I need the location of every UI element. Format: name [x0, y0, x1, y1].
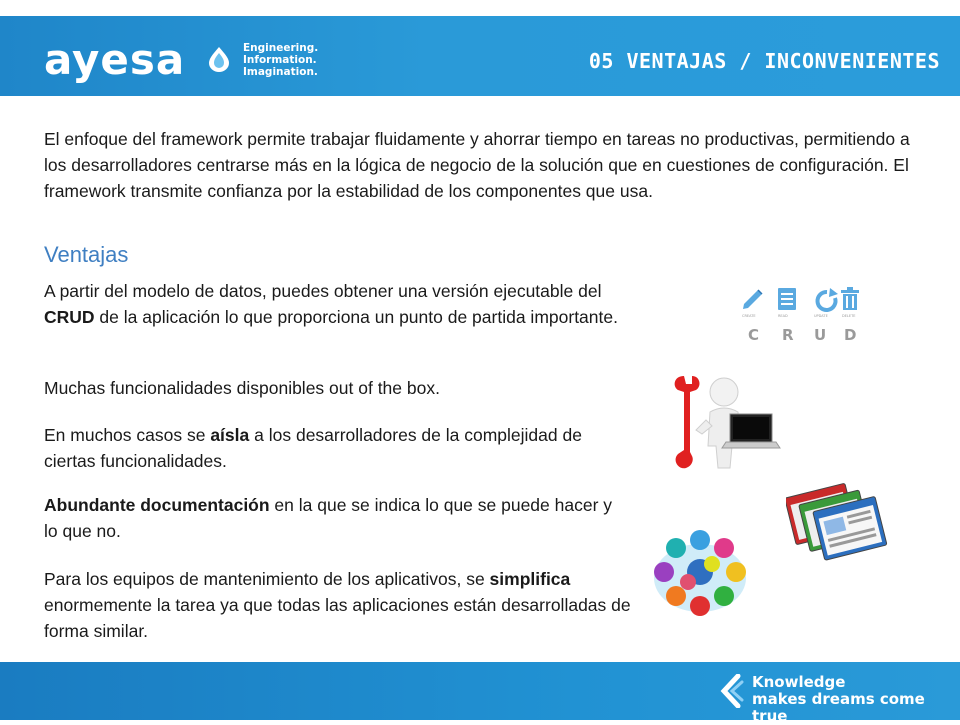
create-icon [743, 290, 762, 309]
ayesa-logo: ayesa [44, 35, 186, 84]
bold-text: simplifica [489, 569, 571, 589]
text: Para los equipos de mantenimiento de los aplicativos, se [44, 569, 490, 589]
logo-tagline [243, 42, 318, 78]
text: en la que se indica lo que se puede hacer y lo que no. [44, 495, 613, 541]
footer-knowledge-icon [718, 674, 744, 708]
people-circle-illustration [646, 518, 754, 622]
ventajas-heading: Ventajas [44, 242, 129, 267]
ventaja-crud [44, 278, 624, 330]
bold-text: Abundante documentación [44, 495, 270, 515]
ventaja-out-of-box: Muchas funcionalidades disponibles out of the box. [44, 378, 440, 398]
text: de la aplicación lo que proporciona un punto de partida importante. [94, 307, 618, 327]
section-title: 05 VENTAJAS / INCONVENIENTES [588, 49, 940, 73]
header-bar [0, 16, 960, 96]
windows-illustration [786, 478, 890, 566]
text: En muchos casos se [44, 425, 211, 445]
footer-line: makes dreams come true [752, 690, 925, 725]
text: enormemente la tarea ya que todas las aplicaciones están desarrolladas de forma similar. [44, 595, 631, 641]
top-strip [0, 0, 960, 16]
ayesa-drop-icon [206, 46, 232, 72]
crud-caption: CREATE [742, 314, 756, 318]
crud-caption: DELETE [842, 314, 856, 318]
crud-letter: D [844, 326, 857, 344]
text: A partir del modelo de datos, puedes obtener una versión ejecutable del [44, 281, 602, 301]
footer-slogan [752, 674, 960, 725]
tagline-line: Engineering. [243, 42, 319, 54]
footer-bar [0, 662, 960, 725]
bold-text: aísla [210, 425, 250, 445]
wrench-figure-illustration [672, 372, 782, 472]
crud-icons [738, 284, 864, 346]
crud-letter: C [748, 326, 760, 344]
text: a los desarrolladores de la complejidad de ciertas funcionalidades. [44, 425, 582, 471]
delete-icon [841, 287, 859, 310]
read-icon [778, 288, 796, 310]
footer-line: Knowledge [752, 673, 846, 691]
crud-letter: R [782, 326, 794, 344]
update-icon [818, 288, 838, 310]
crud-caption: UPDATE [814, 314, 828, 318]
bold-text: CRUD [44, 307, 95, 327]
crud-caption: READ [778, 314, 788, 318]
ventaja-documentacion [44, 492, 624, 544]
ventaja-aisla [44, 422, 584, 474]
ventaja-mantenimiento [44, 566, 644, 644]
crud-letter: U [814, 326, 827, 344]
intro-paragraph: El enfoque del framework permite trabajar fluidamente y ahorrar tiempo en tareas no productivas, permitiendo a los desarrolladores centrarse más en la lógica de negocio de la solución que en cuestiones de configuración. El framework transmite confianza por la estabilidad de los componentes que usa. [44, 129, 910, 201]
tagline-line: Imagination. [243, 66, 318, 78]
tagline-line: Information. [243, 54, 317, 66]
